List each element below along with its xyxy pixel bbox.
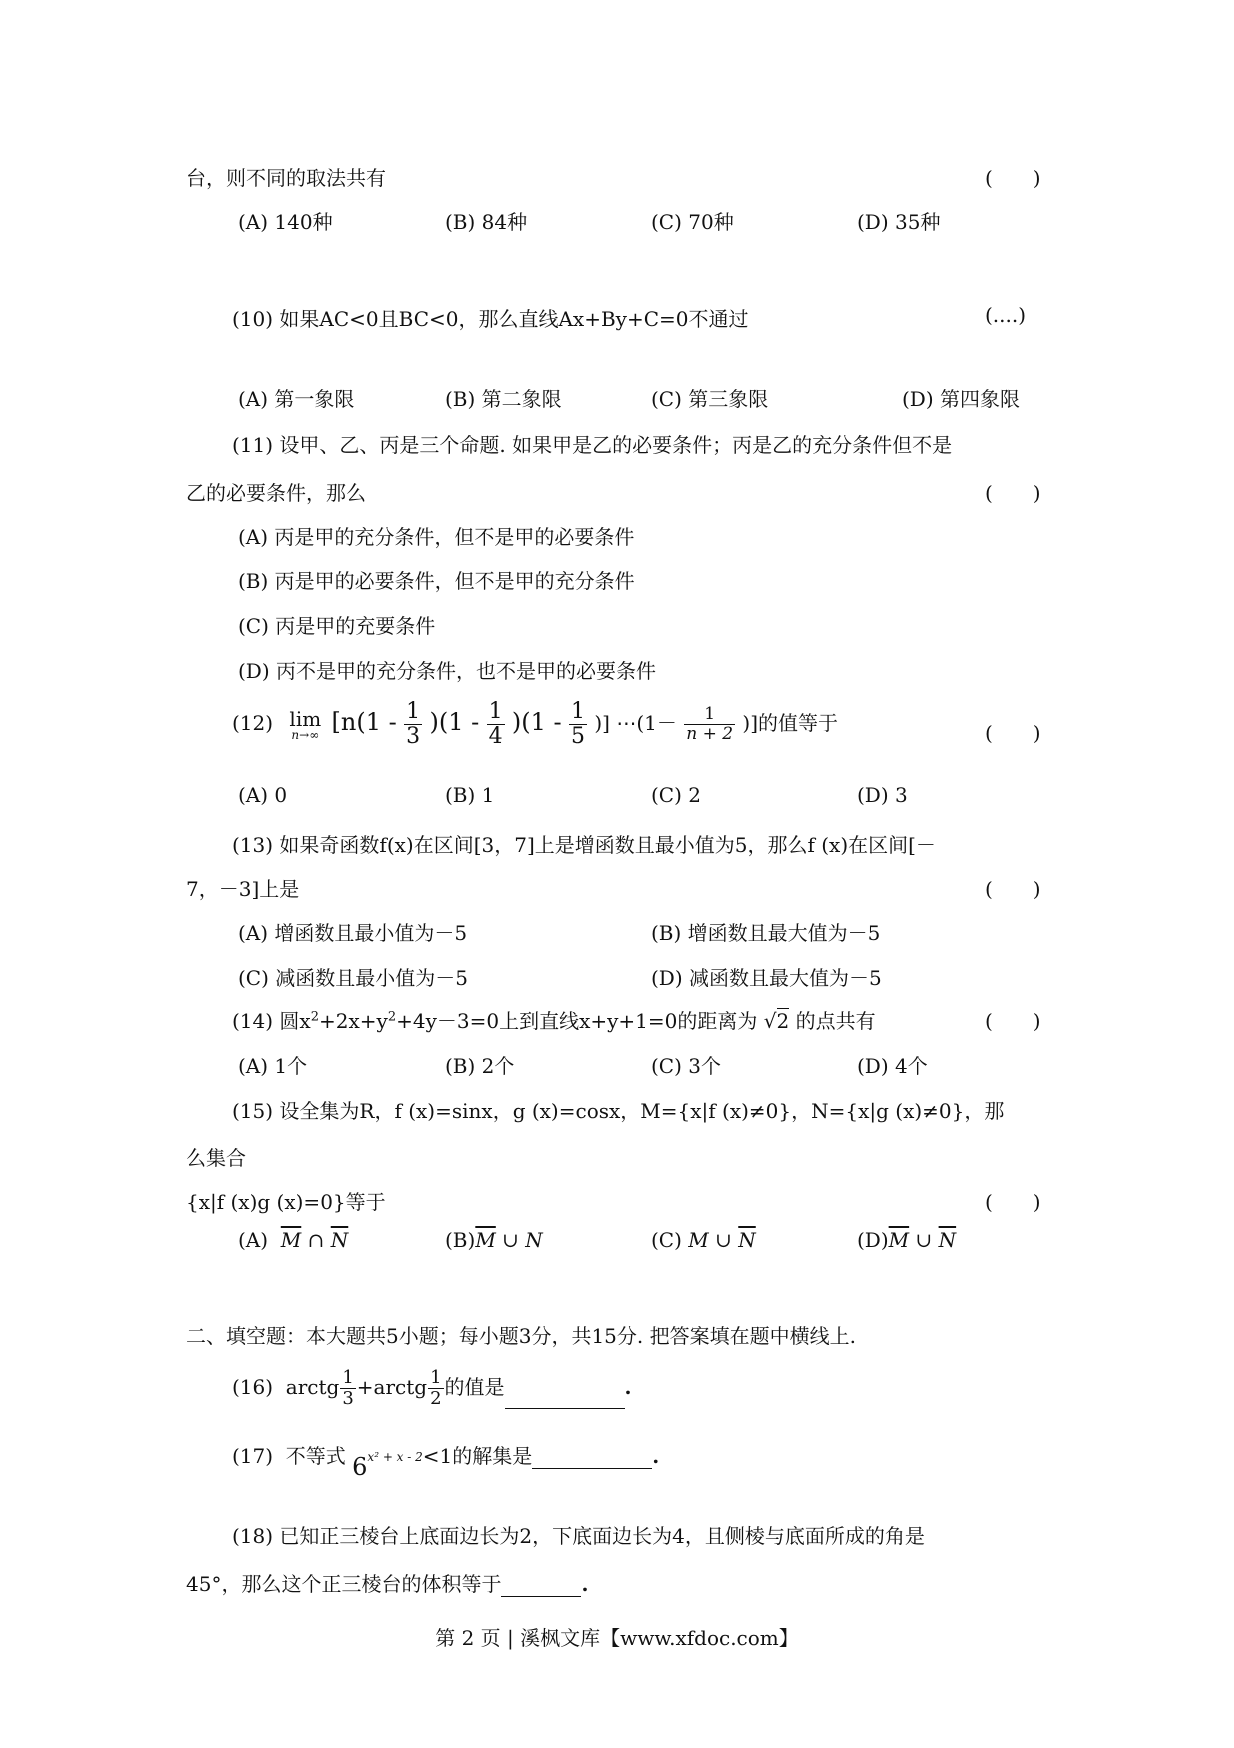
q15-option-b — [445, 1228, 543, 1252]
q12-answer-paren: ( ) — [985, 721, 1041, 745]
q14-part1: (14) 圆x — [232, 1009, 311, 1033]
q15-option-d-set1: $\overline{M}$ — [888, 1228, 910, 1252]
q10-option-c: (C) 第三象限 — [651, 387, 769, 411]
q17-base: 6 — [352, 1453, 368, 1481]
q13-option-c: (C) 减函数且最小值为－5 — [238, 966, 468, 990]
q17-exponent: x² + x - 2 — [367, 1450, 423, 1464]
q14-stem — [232, 1005, 876, 1034]
q15-option-a-op: ∩ — [307, 1228, 325, 1252]
q11-stem-line1: (11) 设甲、乙、丙是三个命题. 如果甲是乙的必要条件；丙是乙的充分条件但不是 — [232, 433, 953, 457]
q12-option-d: (D) 3 — [857, 783, 908, 807]
q12-stem — [232, 700, 838, 749]
q10-option-d: (D) 第四象限 — [902, 387, 1020, 411]
q15-option-a — [238, 1228, 348, 1252]
q9-option-a: (A) 140种 — [238, 210, 333, 234]
q15-option-a-label: (A) — [238, 1228, 269, 1252]
q14-part3: +4y－3=0上到直线x+y+1=0的距离为 — [396, 1009, 758, 1033]
q11-option-d: (D) 丙不是甲的充分条件，也不是甲的必要条件 — [238, 659, 656, 683]
q11-option-b: (B) 丙是甲的必要条件，但不是甲的充分条件 — [238, 569, 635, 593]
q13-answer-paren: ( ) — [985, 877, 1041, 901]
q12-option-b: (B) 1 — [445, 783, 495, 807]
q14-sqrt: √2 — [763, 1009, 790, 1033]
q9-option-b: (B) 84种 — [445, 210, 528, 234]
q16-frac1 — [340, 1368, 355, 1409]
q14-sup2: 2 — [387, 1009, 397, 1025]
q15-stem-line2: 么集合 — [186, 1146, 246, 1170]
q12-number: (12) — [232, 711, 274, 735]
q17-number: (17) — [232, 1444, 274, 1468]
q15-option-d — [857, 1228, 956, 1252]
q12-limit — [289, 706, 322, 742]
q12-part3: )(1 - — [511, 708, 562, 736]
q18-stem-line1: (18) 已知正三棱台上底面边长为2，下底面边长为4，且侧棱与底面所成的角是 — [232, 1524, 925, 1548]
q9-option-c: (C) 70种 — [651, 210, 734, 234]
q10-option-b: (B) 第二象限 — [445, 387, 562, 411]
q17-period: . — [652, 1444, 660, 1468]
q15-option-c-op: ∪ — [715, 1228, 732, 1252]
q11-answer-paren: ( ) — [985, 481, 1041, 505]
q15-option-c-set1: M — [688, 1228, 709, 1252]
q10-option-a: (A) 第一象限 — [238, 387, 355, 411]
q17-text1: 不等式 — [285, 1444, 346, 1468]
q12-part5: )]的值等于 — [742, 711, 839, 735]
q14-sup1: 2 — [310, 1009, 319, 1025]
q16-frac1-num: 1 — [342, 1367, 354, 1388]
q12-frac1-num: 1 — [406, 699, 421, 724]
q15-option-d-label: (D) — [857, 1228, 889, 1252]
q12-frac4 — [684, 705, 735, 744]
q9-option-d: (D) 35种 — [857, 210, 941, 234]
q16-stem — [232, 1368, 631, 1409]
q12-part1: [n(1 - — [331, 708, 397, 736]
q16-arctg2: +arctg — [356, 1375, 428, 1399]
q10-stem: (10) 如果AC<0且BC<0，那么直线Ax+By+C=0不通过 — [232, 307, 749, 331]
q15-option-b-set2: N — [525, 1228, 543, 1252]
q15-stem-line1: (15) 设全集为R，f (x)=sinx，g (x)=cosx，M={x|f (x)≠0}，N={x|g (x)≠0}，那 — [232, 1099, 1005, 1123]
q14-part4: 的点共有 — [795, 1009, 876, 1033]
q15-option-b-set1: $\overline{M}$ — [475, 1228, 496, 1252]
q9-answer-paren: ( ) — [985, 166, 1041, 190]
q13-stem-line2: 7，－3]上是 — [186, 877, 300, 901]
q15-option-c — [651, 1228, 756, 1252]
q12-part2: )(1 - — [429, 708, 480, 736]
q12-frac4-den: n + 2 — [686, 724, 734, 744]
q14-option-c: (C) 3个 — [651, 1054, 721, 1078]
q12-option-c: (C) 2 — [651, 783, 701, 807]
q18-line2-text: 45°，那么这个正三棱台的体积等于 — [186, 1572, 502, 1596]
q9-stem-continuation: 台，则不同的取法共有 — [186, 166, 386, 190]
q16-arctg1: arctg — [285, 1375, 340, 1399]
q13-option-a: (A) 增函数且最小值为－5 — [238, 921, 468, 945]
q14-answer-paren: ( ) — [985, 1009, 1041, 1033]
q15-option-d-op: ∪ — [915, 1228, 933, 1252]
q12-frac3-num: 1 — [571, 699, 586, 724]
q16-period: . — [624, 1375, 632, 1399]
q18-period: . — [581, 1572, 589, 1596]
q14-option-b: (B) 2个 — [445, 1054, 515, 1078]
q15-option-c-label: (C) — [651, 1228, 682, 1252]
q12-lim-sub: n→∞ — [291, 727, 320, 742]
q16-frac2-num: 1 — [430, 1367, 442, 1388]
q16-frac2 — [428, 1368, 443, 1409]
q12-part4: )] ⋯(1－ — [594, 711, 677, 735]
q17-answer-blank[interactable] — [532, 1448, 652, 1469]
q15-option-a-set1: $\overline{M}$ — [280, 1228, 302, 1252]
q18-stem-line2 — [186, 1568, 588, 1597]
q15-answer-paren: ( ) — [985, 1190, 1041, 1214]
page-footer: 第 2 页 | 溪枫文库【www.xfdoc.com】 — [435, 1626, 799, 1650]
q12-option-a: (A) 0 — [238, 783, 288, 807]
q14-part2: +2x+y — [318, 1009, 388, 1033]
q13-option-d: (D) 减函数且最大值为－5 — [651, 966, 882, 990]
q16-number: (16) — [232, 1375, 274, 1399]
q15-option-d-set2: $\overline{N}$ — [938, 1228, 957, 1252]
q15-option-a-set2: $\overline{N}$ — [330, 1228, 349, 1252]
q15-option-b-op: ∪ — [502, 1228, 519, 1252]
q10-answer-paren: (....) — [985, 303, 1027, 327]
q14-sqrt-value: 2 — [776, 1009, 790, 1033]
q12-frac3-den: 5 — [571, 724, 586, 749]
q12-frac2-den: 4 — [488, 724, 503, 749]
q12-frac1-den: 3 — [406, 724, 421, 749]
q12-frac4-num: 1 — [684, 705, 735, 725]
q12-frac2 — [487, 700, 505, 749]
q14-option-d: (D) 4个 — [857, 1054, 928, 1078]
q11-option-a: (A) 丙是甲的充分条件，但不是甲的必要条件 — [238, 525, 635, 549]
q13-stem-line1: (13) 如果奇函数f(x)在区间[3，7]上是增函数且最小值为5，那么f (x)在区间[－ — [232, 833, 936, 857]
q12-lim-text: lim — [289, 706, 322, 731]
q17-stem — [232, 1440, 660, 1481]
q15-option-b-label: (B) — [445, 1228, 476, 1252]
q11-stem-line2: 乙的必要条件，那么 — [186, 481, 366, 505]
q16-frac2-den: 2 — [430, 1388, 442, 1409]
q14-option-a: (A) 1个 — [238, 1054, 308, 1078]
q12-frac2-num: 1 — [488, 699, 503, 724]
q17-text2: <1的解集是 — [422, 1444, 533, 1468]
q16-text: 的值是 — [444, 1375, 505, 1399]
q16-frac1-den: 3 — [342, 1388, 354, 1409]
q15-stem-line3: {x|f (x)g (x)=0}等于 — [186, 1190, 386, 1214]
q12-frac3 — [569, 700, 587, 749]
q18-answer-blank[interactable] — [501, 1576, 581, 1597]
section2-heading: 二、填空题：本大题共5小题；每小题3分，共15分. 把答案填在题中横线上. — [186, 1324, 856, 1348]
q13-option-b: (B) 增函数且最大值为－5 — [651, 921, 881, 945]
q15-option-c-set2: $\overline{N}$ — [738, 1228, 756, 1252]
q11-option-c: (C) 丙是甲的充要条件 — [238, 614, 436, 638]
q16-answer-blank[interactable] — [505, 1388, 625, 1409]
q12-frac1 — [404, 700, 422, 749]
